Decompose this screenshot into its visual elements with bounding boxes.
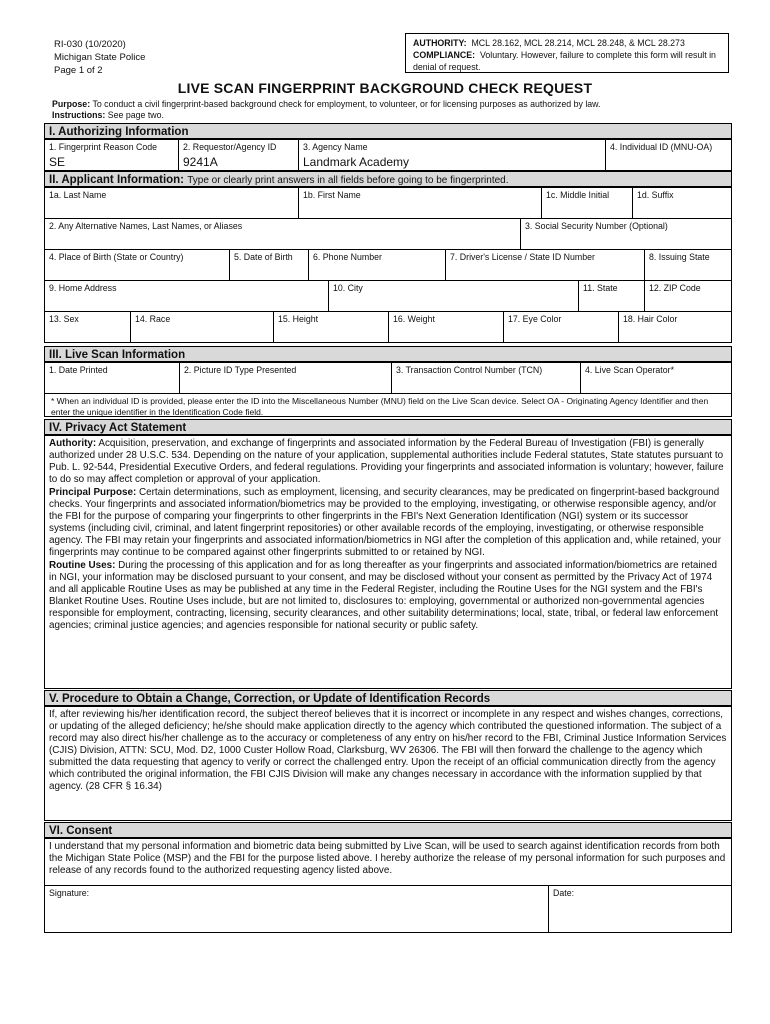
issuing-state-field[interactable] xyxy=(644,249,732,281)
race-field[interactable] xyxy=(130,311,274,343)
field-label: 9. Home Address xyxy=(49,283,117,293)
field-label: 4. Live Scan Operator* xyxy=(585,365,674,375)
field-label: 4. Individual ID (MNU-OA) xyxy=(610,142,713,152)
section-authorizing-header: I. Authorizing Information xyxy=(44,123,732,139)
field-label: Date: xyxy=(553,888,575,898)
phone-number-field[interactable] xyxy=(308,249,446,281)
purpose-text: To conduct a civil fingerprint-based background check for employment, to volunteer, or for licensing purposes as authorized by law. xyxy=(92,99,601,109)
field-label: 3. Social Security Number (Optional) xyxy=(525,221,668,231)
routine-uses-heading: Routine Uses: xyxy=(49,560,116,571)
field-label: Signature: xyxy=(49,888,90,898)
individual-id-field[interactable] xyxy=(605,139,732,171)
compliance-label: COMPLIANCE: xyxy=(413,50,476,60)
field-label: 8. Issuing State xyxy=(649,252,710,262)
section-title: II. Applicant Information: xyxy=(49,174,185,186)
sex-field[interactable] xyxy=(44,311,131,343)
middle-initial-field[interactable] xyxy=(541,187,633,219)
field-label: 2. Requestor/Agency ID xyxy=(183,142,277,152)
section-procedure-header: V. Procedure to Obtain a Change, Correction, or Update of Identification Records xyxy=(44,690,732,706)
last-name-field[interactable] xyxy=(44,187,299,219)
field-label: 6. Phone Number xyxy=(313,252,382,262)
drivers-license-field[interactable] xyxy=(445,249,645,281)
authority-label: AUTHORITY: xyxy=(413,38,467,48)
field-label: 1c. Middle Initial xyxy=(546,190,610,200)
field-label: 2. Any Alternative Names, Last Names, or Aliases xyxy=(49,221,243,231)
field-label: 1. Date Printed xyxy=(49,365,108,375)
first-name-field[interactable] xyxy=(298,187,542,219)
signature-field[interactable] xyxy=(44,885,549,933)
instructions-text: See page two. xyxy=(107,110,164,120)
height-field[interactable] xyxy=(273,311,389,343)
form-id: RI-030 (10/2020) xyxy=(54,39,126,50)
authority-paragraph: Acquisition, preservation, and exchange of fingerprints and associated information by the Federal Bureau of Investigation (FBI) is generally authorized under 28 U.S.C. 534. Depending on the nature of your application, supplemental authorities include Federal statutes, State statutes pursuant to Pub. L. 92-544, Presidential Executive Orders, and federal regulations. Providing your fingerprints and associated information is voluntary; however, failure to do so may affect completion or approval of your application. xyxy=(49,438,724,485)
field-label: 15. Height xyxy=(278,314,319,324)
field-label: 11. State xyxy=(583,283,618,293)
section-subtitle: Type or clearly print answers in all fields before going to be fingerprinted. xyxy=(187,175,509,186)
privacy-act-statement xyxy=(44,435,732,689)
date-field[interactable] xyxy=(548,885,732,933)
picture-id-type-field[interactable] xyxy=(179,362,392,394)
agency-name-field[interactable] xyxy=(298,139,606,171)
field-label: 10. City xyxy=(333,283,363,293)
field-label: 1b. First Name xyxy=(303,190,361,200)
place-of-birth-field[interactable] xyxy=(44,249,230,281)
purpose-label: Purpose: xyxy=(52,99,91,109)
authority-heading: Authority: xyxy=(49,438,97,449)
city-field[interactable] xyxy=(328,280,579,312)
compliance-text: Voluntary. However, failure to complete this form will result in denial of request. xyxy=(413,50,716,72)
home-address-field[interactable] xyxy=(44,280,329,312)
principal-purpose-heading: Principal Purpose: xyxy=(49,487,137,498)
field-label: 14. Race xyxy=(135,314,171,324)
individual-id-note: * When an individual ID is provided, please enter the ID into the Miscellaneous Number (MNU) field on the Live Scan device. Select OA - Originating Agency Identifier and then enter the unique identifier in the Identification Code field. xyxy=(44,393,732,417)
ssn-field[interactable] xyxy=(520,218,732,250)
field-label: 12. ZIP Code xyxy=(649,283,701,293)
field-label: 5. Date of Birth xyxy=(234,252,293,262)
field-label: 7. Driver's License / State ID Number xyxy=(450,252,595,262)
section-live-scan-header: III. Live Scan Information xyxy=(44,346,732,362)
field-label: 3. Agency Name xyxy=(303,142,368,152)
field-label: 4. Place of Birth (State or Country) xyxy=(49,252,184,262)
page-number: Page 1 of 2 xyxy=(54,65,103,76)
date-printed-field[interactable] xyxy=(44,362,180,394)
eye-color-field[interactable] xyxy=(503,311,619,343)
section-applicant-header xyxy=(44,171,732,187)
routine-uses-paragraph: During the processing of this application and for as long thereafter as your fingerprints and associated information/biometrics are retained in NGI, your information may be disclosed pursuant to your consent, and may be disclosed without your consent as permitted by the Privacy Act of 1974 and all applicable Routine Uses as may be published at any time in the Federal Register, including the Routine Uses for the NGI system and the FBI's Blanket Routine Uses. Routine Uses include, but are not limited to, disclosures to: employing, governmental or authorized non-governmental agencies responsible for employment, contracting, licensing, security clearances, and other suitability determinations; local, state, tribal, or federal law enforcement agencies; criminal justice agencies; and agencies responsible for national security or public safety. xyxy=(49,560,719,631)
field-label: 18. Hair Color xyxy=(623,314,678,324)
instructions-label: Instructions: xyxy=(52,110,106,120)
field-label: 1. Fingerprint Reason Code xyxy=(49,142,158,152)
purpose-block xyxy=(52,99,601,121)
zip-code-field[interactable] xyxy=(644,280,732,312)
field-label: 2. Picture ID Type Presented xyxy=(184,365,297,375)
state-field[interactable] xyxy=(578,280,645,312)
field-label: 17. Eye Color xyxy=(508,314,562,324)
field-value: SE xyxy=(49,155,66,169)
field-label: 13. Sex xyxy=(49,314,79,324)
section-privacy-header: IV. Privacy Act Statement xyxy=(44,419,732,435)
fingerprint-reason-code-field[interactable] xyxy=(44,139,179,171)
agency-name: Michigan State Police xyxy=(54,52,146,63)
suffix-field[interactable] xyxy=(632,187,732,219)
field-value: 9241A xyxy=(183,155,218,169)
field-value: Landmark Academy xyxy=(303,155,410,169)
procedure-paragraph: If, after reviewing his/her identification record, the subject thereof believes that it is incorrect or incomplete in any respect and wishes changes, corrections, or updating of the alleged deficiency; he/she should make application directly to the agency which contributed the questioned information. The subject of a record may also direct his/her challenge as to the accuracy or completeness of any entry on his/her record to the FBI, Criminal Justice Information Services (CJIS) Division, ATTN: SCU, Mod. D2, 1000 Custer Hollow Road, Clarksburg, WV 26306. The FBI will then forward the challenge to the agency which submitted the data requesting that agency to verify or correct the challenged entry. Upon the receipt of an official communication directly from the agency which contributed the original information, the FBI CJIS Division will make any changes necessary in accordance with the information supplied by that agency. (28 CFR § 16.34) xyxy=(44,706,732,821)
field-label: 16. Weight xyxy=(393,314,435,324)
field-label: 1d. Suffix xyxy=(637,190,674,200)
alternative-names-field[interactable] xyxy=(44,218,521,250)
principal-purpose-paragraph: Certain determinations, such as employment, licensing, and security clearances, may be predicated on fingerprint-based background checks. Your fingerprints and associated information/biometrics may be provided to the employing, investigating, or otherwise responsible agency, and/or the FBI for the purpose of comparing your fingerprints to other fingerprints in the FBI's Next Generation Identification (NGI) system or its successor systems (including civil, criminal, and latent fingerprint repositories) or other available records of the employing, investigating, or otherwise responsible agency. The FBI may retain your fingerprints and associated information/biometrics in NGI after the completion of this application and, while retained, your fingerprints may continue to be compared against other fingerprints submitted to or retained by NGI. xyxy=(49,487,722,558)
authority-box xyxy=(405,33,729,73)
section-consent-header: VI. Consent xyxy=(44,822,732,838)
form-header-info xyxy=(54,38,145,77)
live-scan-operator-field[interactable] xyxy=(580,362,732,394)
consent-paragraph: I understand that my personal information and biometric data being submitted by Live Scan, will be used to search against identification records from both the Michigan State Police (MSP) and the FBI for the purpose listed above. I hereby authorize the release of my personal information for such purposes and release of any records found to the authorized requesting agency listed above. xyxy=(44,838,732,886)
tcn-field[interactable] xyxy=(391,362,581,394)
hair-color-field[interactable] xyxy=(618,311,732,343)
date-of-birth-field[interactable] xyxy=(229,249,309,281)
authority-text: MCL 28.162, MCL 28.214, MCL 28.248, & MCL 28.273 xyxy=(471,38,685,48)
requestor-agency-id-field[interactable] xyxy=(178,139,299,171)
field-label: 1a. Last Name xyxy=(49,190,107,200)
field-label: 3. Transaction Control Number (TCN) xyxy=(396,365,543,375)
weight-field[interactable] xyxy=(388,311,504,343)
page-title: LIVE SCAN FINGERPRINT BACKGROUND CHECK REQUEST xyxy=(177,80,593,96)
